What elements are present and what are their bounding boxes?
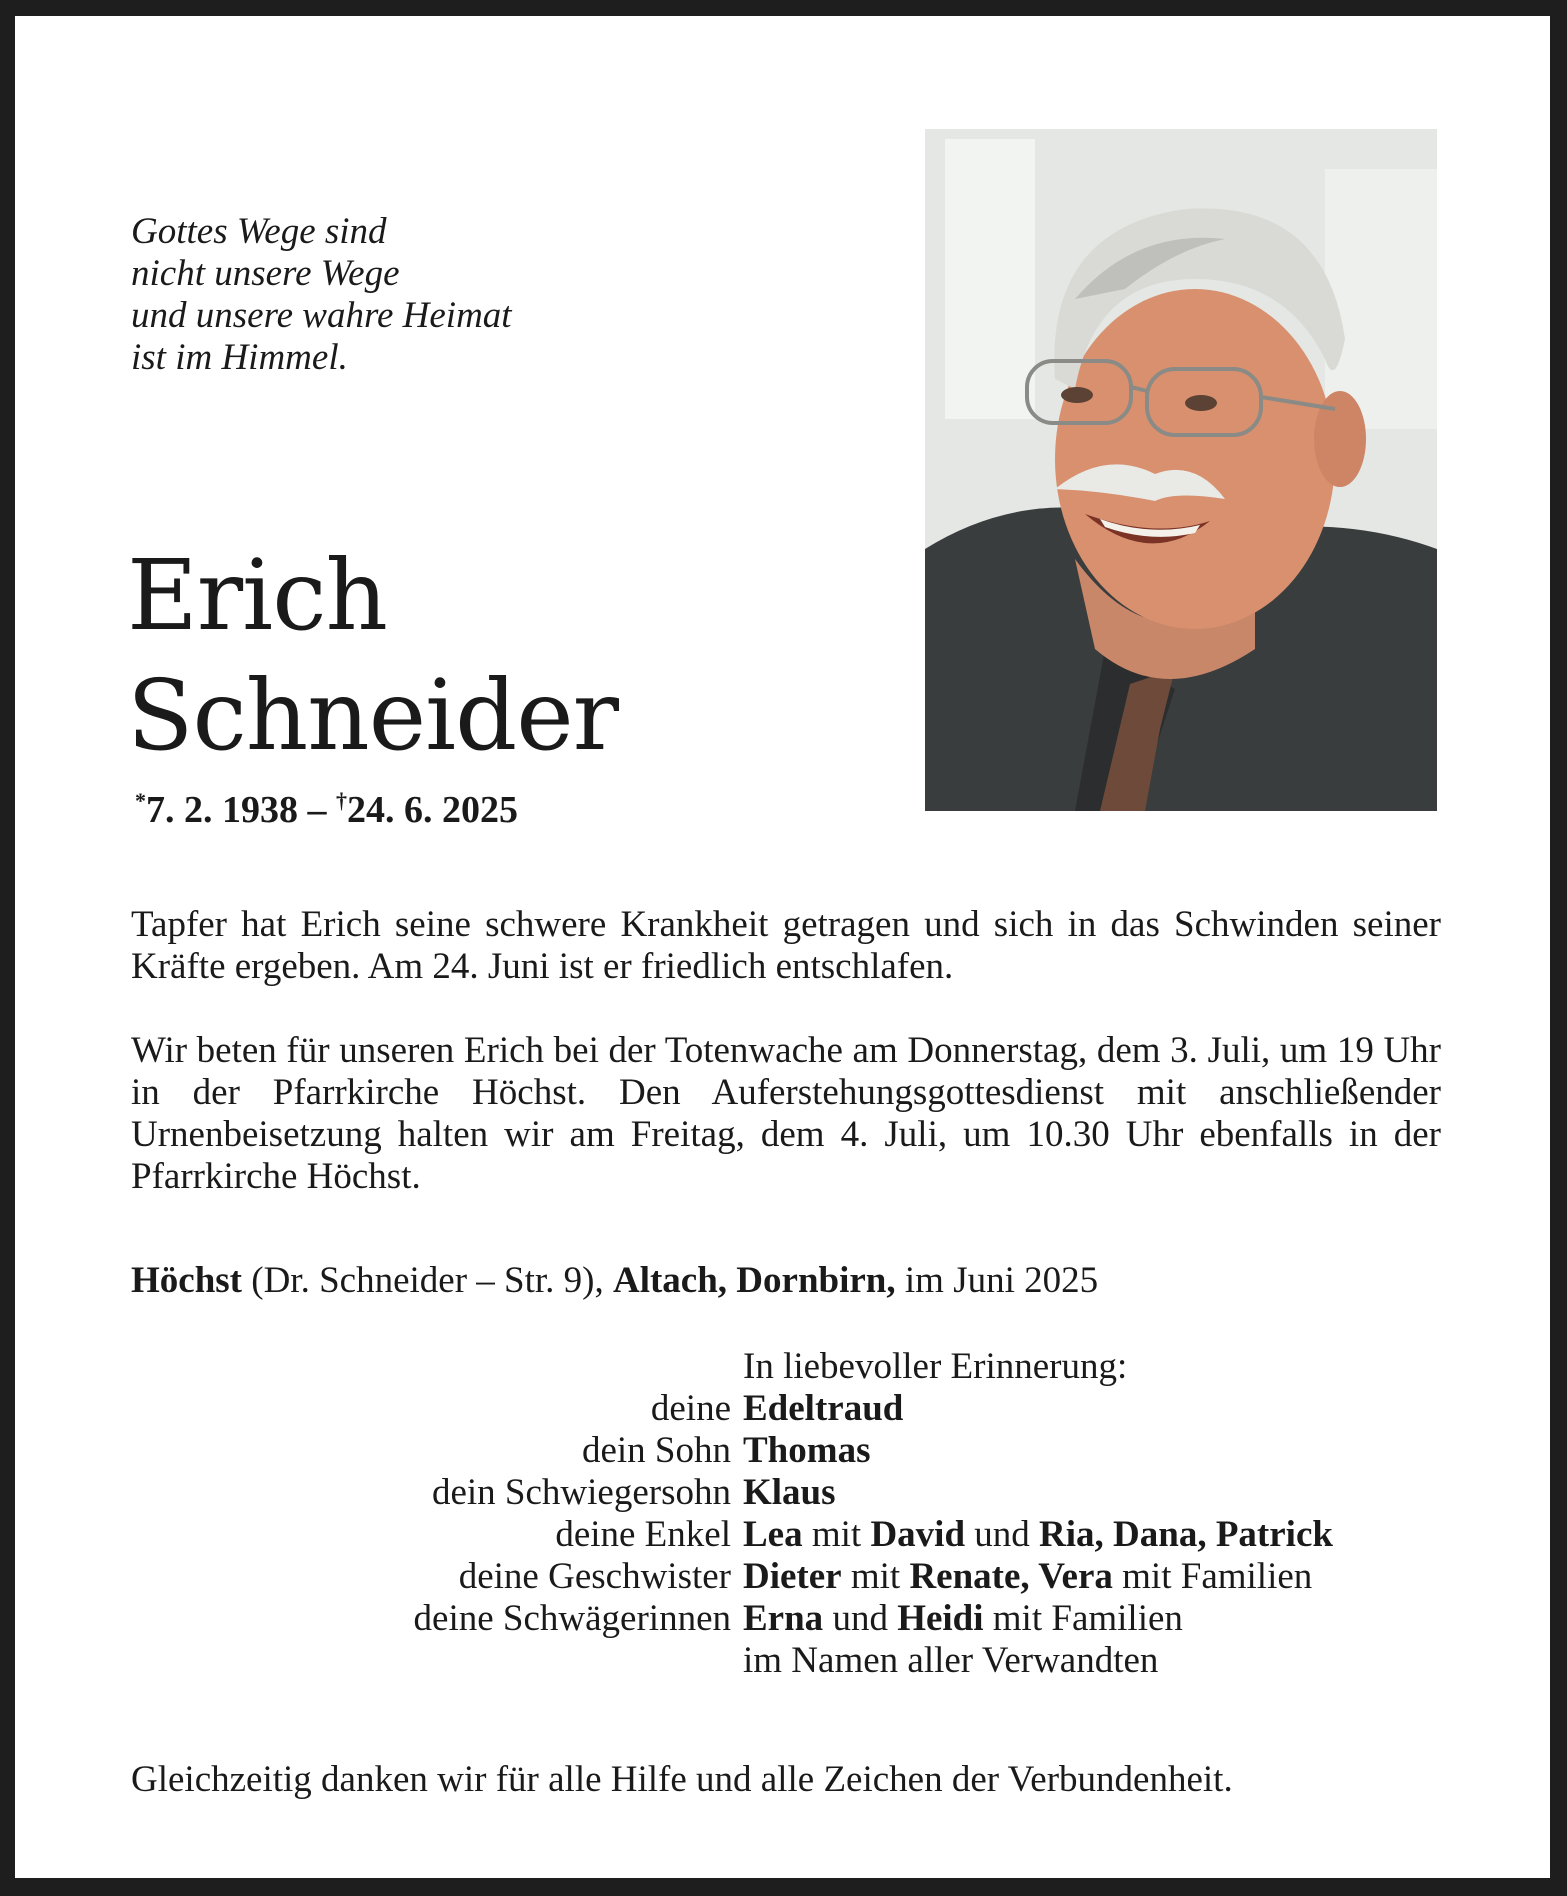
obituary-page <box>15 16 1550 1878</box>
mourner-names: Dieter mit Renate, Vera mit Familien <box>743 1556 1313 1597</box>
deceased-name <box>127 536 618 776</box>
mourners-heading: In liebevoller Erinnerung: <box>743 1346 1128 1387</box>
place-date: im Juni 2025 <box>895 1260 1099 1301</box>
birth-symbol: * <box>135 788 146 813</box>
mourner-relation: deine Geschwister <box>458 1556 731 1597</box>
last-name: Schneider <box>127 659 619 772</box>
mourner-row <box>131 1598 1451 1640</box>
mourner-relation: deine <box>650 1388 731 1429</box>
place-town: Höchst <box>131 1260 242 1301</box>
place-other-towns: Altach, Dornbirn, <box>612 1260 896 1301</box>
mourner-row <box>131 1514 1451 1556</box>
portrait-illustration <box>925 129 1437 811</box>
place-address: (Dr. Schneider – Str. 9), <box>242 1260 613 1301</box>
mourner-relation: dein Sohn <box>581 1430 731 1471</box>
mourner-relation: deine Schwägerinnen <box>413 1598 731 1639</box>
paragraph-illness: Tapfer hat Erich seine schwere Krankheit getragen und sich in das Schwinden seiner Kräfte ergeben. Am 24. Juni ist er friedlich entschlafen. <box>131 904 1441 987</box>
life-dates <box>135 788 518 832</box>
quote-line: ist im Himmel. <box>131 337 348 378</box>
mourner-names: Thomas <box>743 1430 871 1471</box>
mourner-names: Klaus <box>743 1472 836 1513</box>
mourner-row <box>131 1556 1451 1598</box>
death-symbol: † <box>336 788 347 813</box>
place-date-line <box>131 1259 1098 1302</box>
quote-line: Gottes Wege sind <box>131 211 387 252</box>
mourner-relation: deine Enkel <box>555 1514 731 1555</box>
mourner-names: im Namen aller Verwandten <box>743 1640 1159 1681</box>
death-date: 24. 6. 2025 <box>347 789 518 831</box>
mourners-list <box>131 1346 1451 1682</box>
mourner-row <box>131 1472 1451 1514</box>
mourner-names: Edeltraud <box>743 1388 904 1429</box>
first-name: Erich <box>127 539 387 652</box>
mourner-names: Lea mit David und Ria, Dana, Patrick <box>743 1514 1333 1555</box>
mourner-row <box>131 1430 1451 1472</box>
mourner-row <box>131 1388 1451 1430</box>
quote-line: nicht unsere Wege <box>131 253 400 294</box>
mourner-row <box>131 1640 1451 1682</box>
birth-date: 7. 2. 1938 <box>146 789 298 831</box>
closing-thanks: Gleichzeitig danken wir für alle Hilfe und alle Zeichen der Verbundenheit. <box>131 1759 1233 1800</box>
paragraph-services: Wir beten für unseren Erich bei der Totenwache am Donnerstag, dem 3. Juli, um 19 Uhr in der Pfarrkirche Höchst. Den Auferstehungsgottesdienst mit anschließender Urnenbeisetzung halten wir am Freitag, dem 4. Juli, um 10.30 Uhr ebenfalls in der Pfarrkirche Höchst. <box>131 1030 1441 1197</box>
mourner-names: Erna und Heidi mit Familien <box>743 1598 1183 1639</box>
mourner-relation: dein Schwiegersohn <box>431 1472 731 1513</box>
bible-quote <box>131 211 512 379</box>
mourner-relation <box>131 1640 743 1682</box>
portrait-photo <box>925 129 1437 811</box>
date-separator: – <box>298 789 336 831</box>
quote-line: und unsere wahre Heimat <box>131 295 512 336</box>
